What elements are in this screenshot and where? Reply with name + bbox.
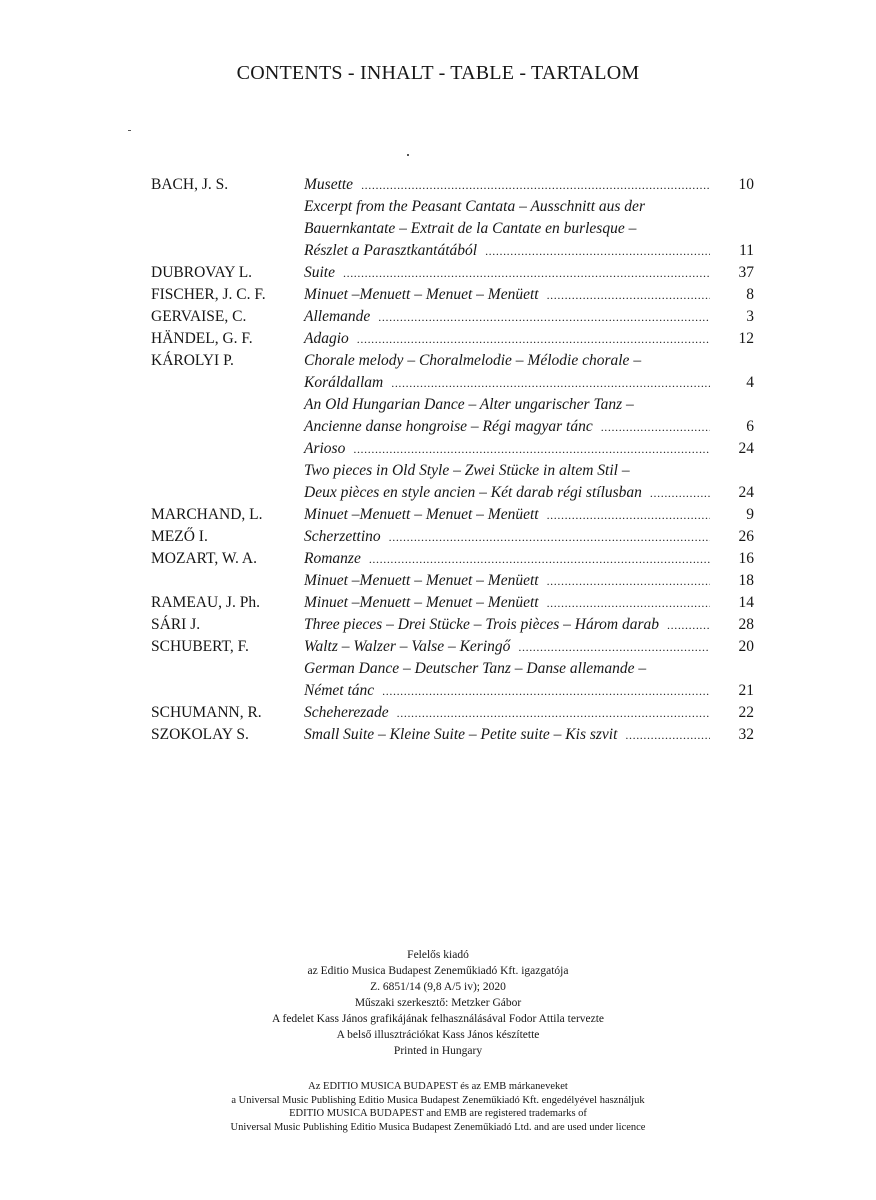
works-list (304, 350, 754, 504)
imprint-line: Felelős kiadó (407, 949, 469, 961)
work-row (304, 636, 754, 658)
toc-entry (151, 724, 754, 746)
scan-speck (128, 130, 131, 131)
dot-leader (485, 240, 710, 262)
work-item (304, 394, 754, 438)
composer-name: SZOKOLAY S. (151, 726, 249, 743)
work-item (304, 350, 754, 394)
page-number: 14 (738, 594, 754, 611)
work-row (304, 482, 754, 504)
work-item (304, 658, 754, 702)
page-number: 10 (738, 176, 754, 193)
composer-name: DUBROVAY L. (151, 264, 253, 281)
page-number: 22 (738, 704, 754, 721)
dot-leader (397, 702, 710, 724)
work-item (304, 636, 754, 658)
composer-name: GERVAISE, C. (151, 308, 247, 325)
toc-entry (151, 526, 754, 548)
imprint-line: Műszaki szerkesztő: Metzker Gábor (354, 997, 522, 1009)
work-item (304, 504, 754, 526)
work-row (304, 548, 754, 570)
work-title: Minuet –Menuett – Menuet – Menüett (304, 572, 539, 589)
page-number: 12 (738, 330, 754, 347)
toc-entry (151, 306, 754, 328)
work-row (304, 262, 754, 284)
work-title-line: Bauernkantate – Extrait de la Cantate en burlesque – (304, 220, 637, 237)
dot-leader (391, 372, 710, 394)
work-title-line: Chorale melody – Choralmelodie – Mélodie chorale – (304, 352, 642, 369)
work-title: Suite (304, 264, 335, 281)
work-row (304, 724, 754, 746)
dot-leader (389, 526, 710, 548)
trademark-line: a Universal Music Publishing Editio Musica Budapest Zeneműkiadó Kft. engedélyével használjuk (231, 1094, 645, 1106)
dot-leader (547, 570, 710, 592)
work-row (304, 504, 754, 526)
imprint-line: Z. 6851/14 (9,8 A/5 iv); 2020 (370, 981, 506, 993)
works-list (304, 262, 754, 284)
work-row (304, 416, 754, 438)
composer-name: FISCHER, J. C. F. (151, 286, 266, 303)
composer-name: BACH, J. S. (151, 176, 229, 193)
work-row (304, 592, 754, 614)
page-number: 32 (738, 726, 754, 743)
work-row (304, 174, 754, 196)
page-number: 28 (738, 616, 754, 633)
toc-entry (151, 636, 754, 702)
dot-leader (361, 174, 710, 196)
work-item (304, 174, 754, 196)
toc-entry (151, 504, 754, 526)
work-row (304, 570, 754, 592)
dot-leader (378, 306, 710, 328)
page-number: 16 (738, 550, 754, 567)
work-title-line: German Dance – Deutscher Tanz – Danse allemande – (304, 660, 647, 677)
work-title: Three pieces – Drei Stücke – Trois pièces – Három darab (304, 616, 660, 633)
page-title: CONTENTS - INHALT - TABLE - TARTALOM (236, 62, 640, 84)
work-item (304, 702, 754, 724)
work-title: Waltz – Walzer – Valse – Keringő (304, 638, 511, 655)
imprint-line: A fedelet Kass János grafikájának felhasználásával Fodor Attila tervezte (271, 1013, 605, 1025)
work-title: Minuet –Menuett – Menuet – Menüett (304, 286, 539, 303)
work-row (304, 438, 754, 460)
page-number: 21 (738, 682, 754, 699)
toc-entry (151, 262, 754, 284)
work-row (304, 702, 754, 724)
page-number: 37 (738, 264, 754, 281)
works-list (304, 636, 754, 702)
work-item (304, 548, 754, 570)
work-title: Minuet –Menuett – Menuet – Menüett (304, 506, 539, 523)
page-number: 9 (746, 506, 754, 523)
page-number: 24 (738, 484, 754, 501)
page-number: 3 (746, 308, 754, 325)
imprint-block (0, 947, 876, 1059)
works-list (304, 526, 754, 548)
composer-name: SÁRI J. (151, 616, 201, 633)
page-number: 26 (738, 528, 754, 545)
work-title: Scherzettino (304, 528, 381, 545)
toc-entry (151, 284, 754, 306)
work-title: Allemande (304, 308, 371, 325)
work-title-line: An Old Hungarian Dance – Alter ungarischer Tanz – (304, 396, 634, 413)
work-title: Romanze (304, 550, 361, 567)
work-item (304, 614, 754, 636)
work-title: Musette (304, 176, 354, 193)
composer-name: MARCHAND, L. (151, 506, 263, 523)
page-number: 4 (746, 374, 754, 391)
scan-speck (407, 154, 409, 156)
dot-leader (343, 262, 710, 284)
trademark-notice (0, 1080, 876, 1134)
work-title: Minuet –Menuett – Menuet – Menüett (304, 594, 539, 611)
work-row (304, 306, 754, 328)
imprint-line: Printed in Hungary (393, 1045, 483, 1057)
work-title: Adagio (304, 330, 349, 347)
work-item (304, 328, 754, 350)
dot-leader (357, 328, 710, 350)
work-row (304, 680, 754, 702)
imprint-line: az Editio Musica Budapest Zeneműkiadó Kft. igazgatója (307, 965, 569, 977)
work-title: Scheherezade (304, 704, 389, 721)
work-row (304, 240, 754, 262)
work-item (304, 196, 754, 262)
works-list (304, 328, 754, 350)
toc-entry (151, 328, 754, 350)
works-list (304, 284, 754, 306)
work-title: Deux pièces en style ancien – Két darab régi stílusban (304, 484, 642, 501)
work-title: Koráldallam (304, 374, 384, 391)
page-number: 6 (746, 418, 754, 435)
work-title: Arioso (304, 440, 346, 457)
works-list (304, 702, 754, 724)
toc-entry (151, 614, 754, 636)
work-item (304, 724, 754, 746)
work-title: Német tánc (304, 682, 375, 699)
work-row (304, 526, 754, 548)
toc-entry (151, 174, 754, 262)
work-item (304, 460, 754, 504)
trademark-line: Universal Music Publishing Editio Musica Budapest Zeneműkiadó Ltd. and are used under licence (230, 1121, 646, 1133)
toc-entry (151, 592, 754, 614)
dot-leader (353, 438, 710, 460)
work-item (304, 262, 754, 284)
works-list (304, 614, 754, 636)
work-item (304, 438, 754, 460)
work-row (304, 284, 754, 306)
table-of-contents (151, 174, 754, 746)
work-row (304, 614, 754, 636)
page-number: 11 (739, 242, 754, 259)
works-list (304, 306, 754, 328)
work-item (304, 306, 754, 328)
composer-name: RAMEAU, J. Ph. (151, 594, 260, 611)
work-title-line: Two pieces in Old Style – Zwei Stücke in altem Stil – (304, 462, 630, 479)
trademark-line: EDITIO MUSICA BUDAPEST and EMB are registered trademarks of (289, 1108, 587, 1119)
toc-entry (151, 350, 754, 504)
work-item (304, 592, 754, 614)
work-item (304, 526, 754, 548)
work-row (304, 328, 754, 350)
dot-leader (667, 614, 710, 636)
imprint-line: A belső illusztrációkat Kass János készítette (336, 1029, 540, 1041)
works-list (304, 724, 754, 746)
work-title-line: Excerpt from the Peasant Cantata – Ausschnitt aus der (304, 198, 645, 215)
work-row (304, 372, 754, 394)
works-list (304, 592, 754, 614)
dot-leader (369, 548, 710, 570)
page-number: 18 (738, 572, 754, 589)
dot-leader (547, 504, 710, 526)
work-title: Részlet a Parasztkantátából (304, 242, 478, 259)
dot-leader (547, 284, 710, 306)
dot-leader (382, 680, 710, 702)
dot-leader (650, 482, 710, 504)
dot-leader (518, 636, 710, 658)
work-item (304, 570, 754, 592)
work-item (304, 284, 754, 306)
composer-name: MEZŐ I. (151, 528, 208, 545)
dot-leader (547, 592, 710, 614)
work-title: Ancienne danse hongroise – Régi magyar tánc (304, 418, 593, 435)
dot-leader (601, 416, 710, 438)
dot-leader (625, 724, 710, 746)
works-list (304, 548, 754, 592)
page-number: 20 (738, 638, 754, 655)
composer-name: SCHUMANN, R. (151, 704, 262, 721)
composer-name: SCHUBERT, F. (151, 638, 249, 655)
composer-name: HÄNDEL, G. F. (151, 330, 253, 347)
trademark-line: Az EDITIO MUSICA BUDAPEST és az EMB márkaneveket (308, 1081, 568, 1092)
works-list (304, 504, 754, 526)
page-number: 8 (746, 286, 754, 303)
toc-entry (151, 548, 754, 592)
composer-name: MOZART, W. A. (151, 550, 258, 567)
works-list (304, 174, 754, 262)
page-number: 24 (738, 440, 754, 457)
toc-entry (151, 702, 754, 724)
work-title: Small Suite – Kleine Suite – Petite suite – Kis szvit (304, 726, 618, 743)
composer-name: KÁROLYI P. (151, 352, 234, 369)
